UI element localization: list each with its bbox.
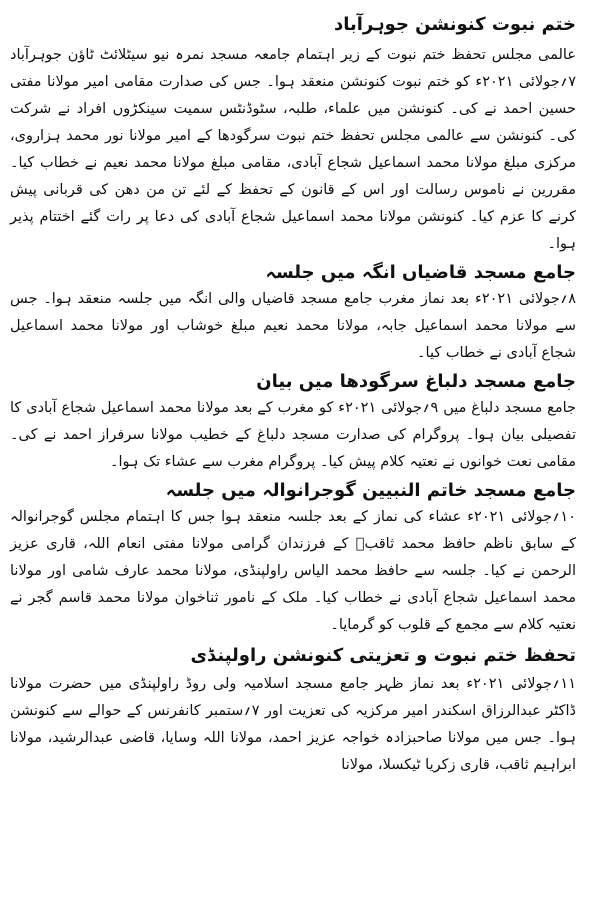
section-rawalpindi <box>10 643 576 779</box>
section-paragraph: ۸؍جولائی ۲۰۲۱ء بعد نماز مغرب جامع مسجد قاضیاں والی انگہ میں جلسہ منعقد ہوا۔ جس سے مولانا محمد اسماعیل جابہ، مولانا محمد نعیم مبلغ خوشاب اور مولانا محمد اسماعیل شجاع آبادی نے خطاب کیا۔ <box>10 291 576 361</box>
section-heading: جامع مسجد قاضیاں انگہ میں جلسہ <box>265 262 576 283</box>
section-paragraph: ۱۰؍جولائی ۲۰۲۱ء عشاء کی نماز کے بعد جلسہ منعقد ہوا جس کا اہتمام مجلس گوجرانوالہ کے سابق ناظم حافظ محمد ثاقبؒ کے فرزندان گرامی مولانا مفتی انعام اللہ، قاری عزیز الرحمن نے کیا۔ جلسہ سے حافظ محمد الیاس راولپنڈی، مولانا محمد عارف شامی اور مولانا محمد اسماعیل شجاع آبادی نے خطاب کیا۔ ملک کے نامور ثناخوان مولانا محمد قاسم گجر نے نعتیہ کلام سے مجمع کے قلوب کو گرمایا۔ <box>10 509 576 633</box>
section-heading: ختم نبوت کنونشن جوہرآباد <box>333 14 576 35</box>
section-heading: جامع مسجد خاتم النبیین گوجرانوالہ میں جلسہ <box>165 480 576 501</box>
section-paragraph: ۱۱؍جولائی ۲۰۲۱ء بعد نماز ظہر جامع مسجد اسلامیہ ولی روڈ راولپنڈی میں حضرت مولانا ڈاکٹر عبدالرزاق اسکندر امیر مرکزیہ کی تعزیت اور ۷؍ستمبر کانفرنس کے حوالے سے کنونشن ہوا۔ جس میں مولانا صاحبزادہ خواجہ عزیز احمد، مولانا اللہ وسایا، قاضی عبدالرشید، مولانا ابراہیم ثاقب، قاری زکریا ٹیکسلا، مولانا <box>10 676 576 773</box>
section-paragraph: عالمی مجلس تحفظ ختم نبوت کے زیر اہتمام جامعہ مسجد نمرہ نیو سیٹلائٹ ٹاؤن جوہرآباد ۷؍جولائی ۲۰۲۱ء کو ختم نبوت کنونشن منعقد ہوا۔ جس کی صدارت مقامی امیر مولانا مفتی حسین احمد نے کی۔ کنونشن میں علماء، طلبہ، سٹوڈنٹس سمیت سینکڑوں افراد نے شرکت کی۔ کنونشن سے عالمی مجلس تحفظ ختم نبوت سرگودھا کے امیر مولانا نور محمد ہزاروی، مرکزی مبلغ مولانا محمد اسماعیل شجاع آبادی، مقامی مبلغ مولانا محمد نعیم نے خطاب کیا۔ مقررین نے ناموس رسالت اور اس کے قانون کے تحفظ کے لئے تن من دھن کی قربانی پیش کرنے کا عزم کیا۔ کنونشن مولانا محمد اسماعیل شجاع آبادی کی دعا پر رات گئے اختتام پذیر ہوا۔ <box>10 47 576 252</box>
section-heading: تحفظ ختم نبوت و تعزیتی کنونشن راولپنڈی <box>190 645 576 666</box>
section-paragraph: جامع مسجد دلباغ میں ۹؍جولائی ۲۰۲۱ء کو مغرب کے بعد مولانا محمد اسماعیل شجاع آبادی کا تفصیلی بیان ہوا۔ پروگرام کی صدارت مسجد دلباغ کے خطیب مولانا سرفراز احمد نے کی۔ مقامی نعت خوانوں نے نعتیہ کلام پیش کیا۔ پروگرام مغرب سے عشاء تک ہوا۔ <box>10 400 576 470</box>
section-gujranwala <box>10 478 576 639</box>
section-qaziyan-anga <box>10 260 576 367</box>
section-heading: جامع مسجد دلباغ سرگودھا میں بیان <box>256 371 576 392</box>
section-johrabad <box>10 12 576 258</box>
section-dilbagh-sargodha <box>10 369 576 476</box>
